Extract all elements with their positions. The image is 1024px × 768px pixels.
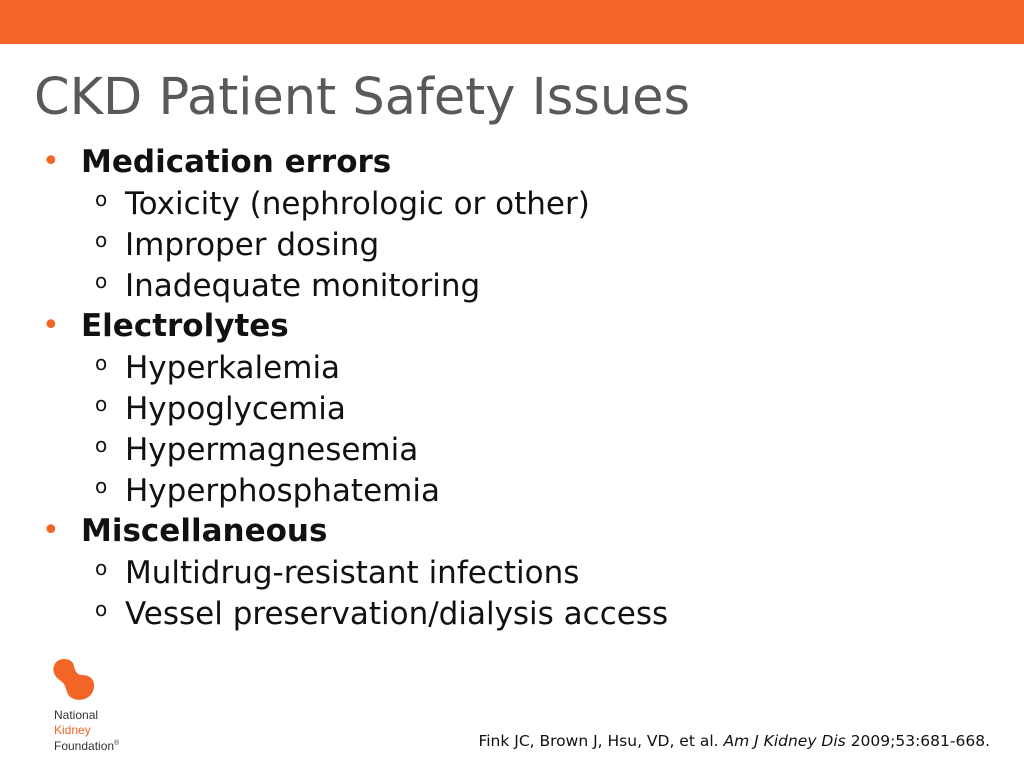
sub-bullet-icon: o	[95, 433, 108, 457]
list-item-label: Hyperphosphatemia	[125, 473, 440, 509]
list-item	[0, 223, 1024, 264]
section-miscellaneous	[0, 510, 1024, 551]
top-accent-bar	[0, 0, 1024, 44]
list-item-label: Inadequate monitoring	[125, 268, 481, 304]
sub-bullet-icon: o	[95, 351, 108, 375]
list-item	[0, 182, 1024, 223]
logo-line-foundation	[54, 737, 119, 754]
sub-bullet-icon: o	[95, 392, 108, 416]
list-item	[0, 469, 1024, 510]
sub-bullet-icon: o	[95, 474, 108, 498]
citation-authors: Fink JC, Brown J, Hsu, VD, et al.	[478, 732, 719, 750]
section-medication-errors	[0, 141, 1024, 182]
registered-mark: ®	[114, 740, 120, 747]
list-item-label: Hyperkalemia	[125, 350, 341, 386]
logo-wordmark	[54, 708, 119, 754]
bullet-icon: •	[42, 144, 60, 179]
citation	[478, 732, 990, 750]
kidney-logo-icon	[52, 656, 98, 702]
logo-line-national: National	[54, 708, 99, 722]
citation-journal: Am J Kidney Dis	[723, 732, 846, 750]
list-item-label: Hypermagnesemia	[125, 432, 419, 468]
list-item	[0, 346, 1024, 387]
bullet-icon: •	[42, 308, 60, 343]
section-electrolytes	[0, 305, 1024, 346]
section-label: Medication errors	[81, 144, 392, 180]
list-item-label: Vessel preservation/dialysis access	[125, 596, 669, 632]
citation-details: 2009;53:681-668.	[850, 732, 990, 750]
list-item-label: Multidrug-resistant infections	[125, 555, 580, 591]
section-label: Electrolytes	[81, 308, 289, 344]
logo-line-kidney: Kidney	[54, 722, 91, 737]
sub-bullet-icon: o	[95, 597, 108, 621]
list-item	[0, 592, 1024, 633]
logo-foundation-text: Foundation	[54, 739, 115, 753]
sub-bullet-icon: o	[95, 556, 108, 580]
list-item	[0, 551, 1024, 592]
sub-bullet-icon: o	[95, 187, 108, 211]
list-item	[0, 387, 1024, 428]
slide-title: CKD Patient Safety Issues	[34, 68, 691, 127]
section-label: Miscellaneous	[81, 513, 328, 549]
nkf-logo	[52, 656, 132, 756]
list-item-label: Toxicity (nephrologic or other)	[125, 186, 590, 222]
bullet-list	[0, 141, 1024, 633]
bullet-icon: •	[42, 513, 60, 548]
list-item-label: Hypoglycemia	[125, 391, 346, 427]
sub-bullet-icon: o	[95, 228, 108, 252]
list-item	[0, 264, 1024, 305]
list-item-label: Improper dosing	[125, 227, 380, 263]
sub-bullet-icon: o	[95, 269, 108, 293]
list-item	[0, 428, 1024, 469]
